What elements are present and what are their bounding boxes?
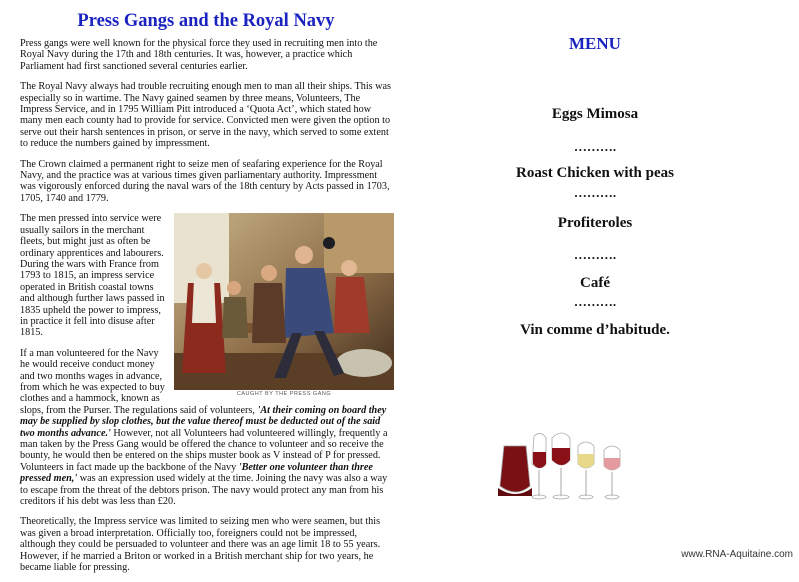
menu-item-roast-chicken: Roast Chicken with peas — [516, 165, 674, 181]
paragraph-5-text-c: was an expression used widely at the time. Joining the navy was also a way to escape from the threat of the debtors prison. The navy would protect any man from his creditors if his debt was less than £20. — [20, 473, 388, 508]
article — [20, 10, 392, 582]
paragraph-6: Theoretically, the Impress service was limited to seizing men who were seamen, but this was given a broad interpretation. Officially too, foreigners could not be impressed, although they could be persuaded to volunteer and there was an age limit 18 to 55 years. However, if he married a Briton or worked in a British merchant ship for two years, he became liable for pressing. — [20, 516, 381, 574]
menu-item-eggs-mimosa: Eggs Mimosa — [551, 106, 639, 122]
site-watermark: www.RNA-Aquitaine.com — [681, 549, 793, 560]
menu-separator: ………. — [573, 139, 617, 154]
illustration-caption: CAUGHT BY THE PRESS GANG — [236, 391, 332, 398]
paragraph-3: The Crown claimed a permanent right to seize men of seafaring experience for the Royal Navy, and the practice was at various times given parliamentary authority. Impressment was vigorously enforced during the naval wars of the 18th century by Acts passed in 1703, 1705, 1740 and 1779. — [20, 158, 390, 204]
menu — [480, 34, 710, 339]
paragraph-5-text-b: However, not all Volunteers had volunteered willingly, frequently a man taken by the Press Gang would be offered the chance to volunteer and so receive the bounty, he would then be entered on the ships muster book as V instead of P for pressed. Volunteers in fact made up the backbone of the Navy — [20, 427, 388, 473]
menu-item-cafe: Café — [580, 275, 610, 291]
menu-separator: ………. — [573, 247, 617, 262]
menu-title: MENU — [569, 34, 621, 53]
menu-item-profiteroles: Profiteroles — [557, 215, 633, 231]
wine-glasses-icon — [496, 426, 630, 502]
menu-separator: ………. — [573, 185, 617, 200]
menu-item-wine: Vin comme d’habitude. — [520, 322, 670, 338]
slop-clothes-quote: 'At their coming on board they may be supplied by slop clothes, but the value thereof must be deducted out of the said two months advance.' — [20, 404, 387, 439]
paragraph-1: Press gangs were well known for the physical force they used in recruiting men into the Royal Navy during the 17th and 18th centuries. It was, however, a practice which Parliament had first sanctioned several centuries earlier. — [20, 38, 378, 72]
paragraph-4: The men pressed into service were usually sailors in the merchant fleets, but might just as often be ordinary apprentices and labourers. During the wars with France from 1793 to 1815, an impress service operated in British coastal towns and although further laws passed in 1835 upheld the power to impress, in practice it fell into disuse after 1815. — [20, 213, 165, 339]
volunteer-quote: 'Better one volunteer than three pressed men,' — [20, 461, 373, 485]
paragraph-5-text-a: If a man volunteered for the Navy he would receive conduct money and two months wages in advance, from which he was expected to buy clothes and a hammock, known as slops, from the Purser. The regulations said of volunteers, — [20, 347, 258, 416]
paragraph-2: The Royal Navy always had trouble recruiting enough men to man all their ships. This was especially so in wartime. The Navy gained seamen by three means, Volunteers, The Impress Service, and in 1795 William Pitt introduced a ‘Quota Act’, which stated how many men each county had to provide for service. Convicted men were given the option to serve out their harsh sentences in prison, or serve in the navy, which served to some extent to reduce the numbers gained by impressment. — [20, 81, 392, 150]
article-title: Press Gangs and the Royal Navy — [77, 11, 335, 31]
press-gang-illustration-icon — [174, 213, 394, 390]
menu-separator: ………. — [573, 294, 617, 309]
illustration — [174, 213, 394, 397]
